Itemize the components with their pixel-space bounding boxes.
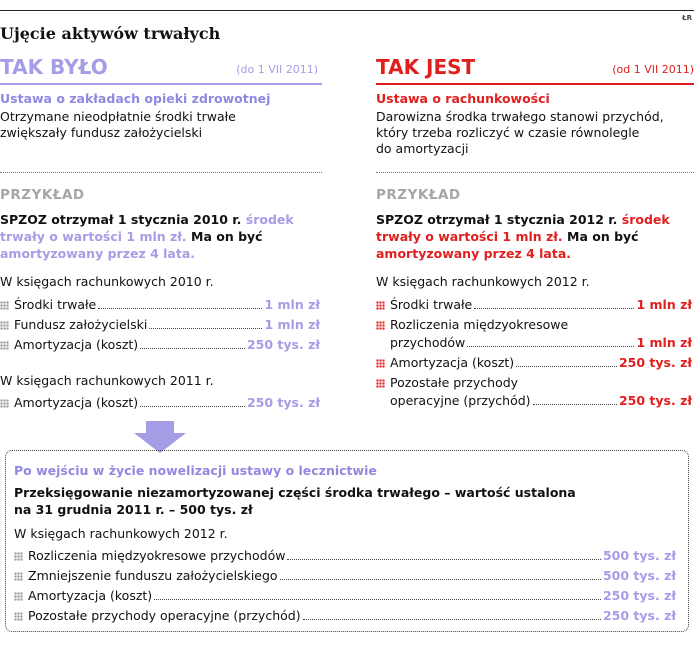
now-act-name: Ustawa o rachunkowości bbox=[376, 91, 550, 106]
dot-leader bbox=[154, 599, 601, 600]
now-row-deferred-income bbox=[376, 316, 692, 352]
row-label: Amortyzacja (koszt) bbox=[28, 588, 153, 603]
row-value: 500 tys. zł bbox=[602, 548, 676, 563]
now-example-highlight: trwały o wartości 1 mln zł. bbox=[376, 229, 563, 244]
then-row-founding-fund bbox=[0, 317, 320, 333]
dot-leader bbox=[467, 346, 634, 347]
then-row-fixed-assets bbox=[0, 297, 320, 313]
row-value: 250 tys. zł bbox=[618, 355, 692, 370]
then-description bbox=[0, 109, 322, 141]
row-value: 1 mln zł bbox=[264, 317, 320, 332]
then-row-depreciation-2010 bbox=[0, 337, 320, 353]
then-example-label: PRZYKŁAD bbox=[0, 187, 85, 203]
now-description bbox=[376, 109, 694, 157]
now-example-label: PRZYKŁAD bbox=[376, 187, 461, 203]
column-then bbox=[0, 55, 322, 141]
dot-grid-icon bbox=[0, 341, 9, 350]
dot-grid-icon bbox=[0, 399, 9, 408]
now-row-fixed-assets bbox=[376, 297, 692, 313]
row-label: operacyjne (przychód) bbox=[390, 393, 531, 408]
dot-leader bbox=[303, 619, 601, 620]
dot-grid-icon bbox=[0, 321, 9, 330]
dot-leader bbox=[533, 404, 617, 405]
now-year-2012-heading: W księgach rachunkowych 2012 r. bbox=[376, 274, 590, 289]
now-example-highlight: amortyzowany przez 4 lata. bbox=[376, 246, 572, 261]
now-header bbox=[376, 55, 694, 85]
amendment-row-other-operating-income bbox=[14, 608, 676, 624]
dot-leader bbox=[516, 366, 617, 367]
row-label: Rozliczenia międzyokresowe bbox=[390, 317, 569, 332]
now-heading: TAK JEST bbox=[376, 55, 476, 79]
amendment-row-founding-fund-decrease bbox=[14, 568, 676, 584]
then-period: (do 1 VII 2011) bbox=[236, 63, 318, 76]
row-value: 1 mln zł bbox=[636, 297, 692, 312]
then-year-2011-heading: W księgach rachunkowych 2011 r. bbox=[0, 373, 214, 388]
then-header bbox=[0, 55, 322, 85]
now-period: (od 1 VII 2011) bbox=[612, 63, 694, 76]
page-title: Ujęcie aktywów trwałych bbox=[0, 24, 221, 43]
now-example-text-b: Ma on być bbox=[562, 229, 639, 244]
row-label: Amortyzacja (koszt) bbox=[390, 355, 515, 370]
row-label: Fundusz założycielski bbox=[14, 317, 148, 332]
now-description-line: Darowizna środka trwałego stanowi przychód, bbox=[376, 109, 664, 124]
row-label: Pozostałe przychody operacyjne (przychód) bbox=[28, 608, 301, 623]
amendment-description bbox=[14, 484, 684, 518]
dot-grid-icon bbox=[376, 359, 385, 368]
then-example-text-b: Ma on być bbox=[186, 229, 263, 244]
corner-mark: ŁR bbox=[682, 14, 692, 22]
dot-leader bbox=[98, 308, 262, 309]
row-second-line bbox=[390, 335, 692, 351]
now-description-line: do amortyzacji bbox=[376, 141, 469, 156]
row-value: 250 tys. zł bbox=[602, 608, 676, 623]
row-label: Amortyzacja (koszt) bbox=[14, 337, 139, 352]
dot-grid-icon bbox=[14, 612, 23, 621]
now-example-text bbox=[376, 211, 694, 262]
row-label: Pozostałe przychody bbox=[390, 375, 519, 390]
amendment-row-deferred-income bbox=[14, 548, 676, 564]
then-example-text bbox=[0, 211, 330, 262]
then-row-depreciation-2011 bbox=[0, 395, 320, 411]
dot-leader bbox=[280, 579, 601, 580]
now-description-line: który trzeba rozliczyć w czasie równolegle bbox=[376, 125, 640, 140]
dot-leader bbox=[140, 406, 245, 407]
row-label: Zmniejszenie funduszu założycielskiego bbox=[28, 568, 278, 583]
dot-grid-icon bbox=[14, 552, 23, 561]
dot-leader bbox=[140, 348, 245, 349]
dot-grid-icon bbox=[0, 301, 9, 310]
then-example-highlight: trwały o wartości 1 mln zł. bbox=[0, 229, 187, 244]
then-heading: TAK BYŁO bbox=[0, 55, 108, 79]
dot-grid-icon bbox=[376, 321, 385, 330]
now-separator bbox=[376, 172, 694, 173]
amendment-row-depreciation bbox=[14, 588, 676, 604]
dot-leader bbox=[149, 328, 262, 329]
row-label: Rozliczenia międzyokresowe przychodów bbox=[28, 548, 286, 563]
row-value: 500 tys. zł bbox=[602, 568, 676, 583]
dot-leader bbox=[287, 559, 601, 560]
amendment-description-line: Przeksięgowanie niezamortyzowanej części środka trwałego – wartość ustalona bbox=[14, 485, 576, 500]
then-separator bbox=[0, 172, 322, 173]
now-row-other-operating-income bbox=[376, 374, 692, 410]
then-example-highlight: amortyzowany przez 4 lata. bbox=[0, 246, 196, 261]
row-value: 1 mln zł bbox=[264, 297, 320, 312]
dot-grid-icon bbox=[14, 572, 23, 581]
row-value: 250 tys. zł bbox=[246, 395, 320, 410]
amendment-title: Po wejściu w życie nowelizacji ustawy o lecznictwie bbox=[14, 463, 377, 478]
row-value: 250 tys. zł bbox=[246, 337, 320, 352]
row-label: Środki trwałe bbox=[390, 297, 473, 312]
row-label: Amortyzacja (koszt) bbox=[14, 395, 139, 410]
then-year-2010-heading: W księgach rachunkowych 2010 r. bbox=[0, 274, 214, 289]
top-rule bbox=[0, 10, 694, 11]
dot-grid-icon bbox=[376, 379, 385, 388]
amendment-year-heading: W księgach rachunkowych 2012 r. bbox=[14, 526, 228, 541]
now-example-highlight: środek bbox=[621, 212, 670, 227]
amendment-description-line: na 31 grudnia 2011 r. – 500 tys. zł bbox=[14, 502, 253, 517]
now-example-text-a: SPZOZ otrzymał 1 stycznia 2012 r. bbox=[376, 212, 622, 227]
row-label: Środki trwałe bbox=[14, 297, 97, 312]
row-value: 250 tys. zł bbox=[618, 393, 692, 408]
then-example-highlight: środek bbox=[245, 212, 294, 227]
row-second-line bbox=[390, 393, 692, 409]
then-example-text-a: SPZOZ otrzymał 1 stycznia 2010 r. bbox=[0, 212, 246, 227]
row-value: 1 mln zł bbox=[636, 335, 692, 350]
dot-grid-icon bbox=[14, 592, 23, 601]
row-label: przychodów bbox=[390, 335, 466, 350]
dot-grid-icon bbox=[376, 301, 385, 310]
then-description-line: zwiększały fundusz założycielski bbox=[0, 125, 203, 140]
row-value: 250 tys. zł bbox=[602, 588, 676, 603]
then-description-line: Otrzymane nieodpłatnie środki trwałe bbox=[0, 109, 236, 124]
now-row-depreciation bbox=[376, 355, 692, 371]
down-arrow-icon bbox=[134, 421, 186, 453]
then-act-name: Ustawa o zakładach opieki zdrowotnej bbox=[0, 91, 271, 106]
column-now bbox=[376, 55, 694, 157]
dot-leader bbox=[474, 308, 634, 309]
